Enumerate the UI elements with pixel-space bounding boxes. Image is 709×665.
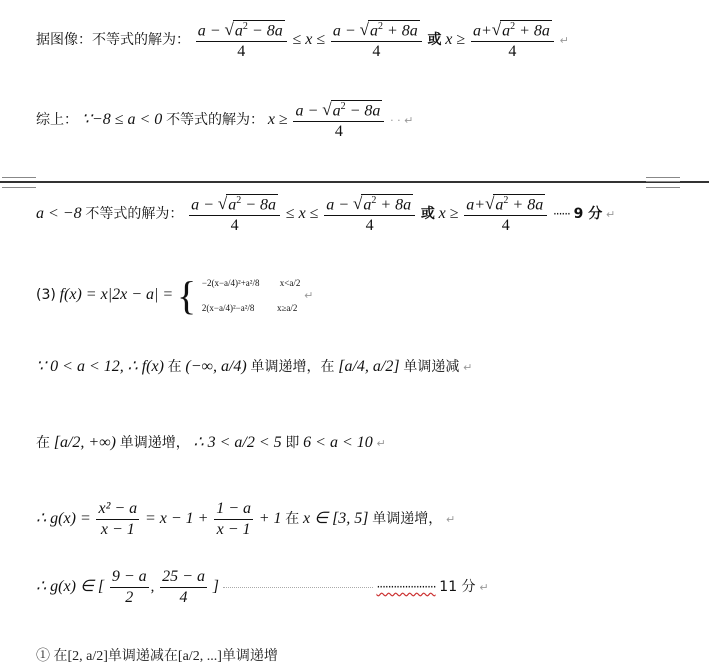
text-mono: 单调递增， bbox=[372, 510, 443, 527]
fraction-range-low bbox=[110, 568, 149, 607]
ineq-mid: ≤ x ≤ bbox=[285, 205, 319, 223]
range-high-num: 25 − a bbox=[160, 568, 207, 588]
fraction-upper: $\frac{a - √a^2 + 8a}{4}$ bbox=[331, 20, 422, 61]
line-g-range: ∴ g(x) ∈ [ $\frac{9 - a}{2}$ , $\frac{25 - a}{4}$ ] ····················· 11 分 ↵ bbox=[36, 568, 489, 606]
range-high-den: 4 bbox=[179, 589, 188, 606]
fraction-g1 bbox=[96, 500, 139, 539]
condition: ∵−8 ≤ a < 0 bbox=[81, 111, 163, 129]
line-a-less-than-minus-8 bbox=[36, 194, 615, 235]
fraction-g2 bbox=[214, 500, 253, 539]
leader-dots: ····················· bbox=[376, 579, 436, 594]
line-summary bbox=[36, 100, 413, 141]
case1-cond: x<a/2 bbox=[279, 277, 301, 288]
g-range-lhs: ∴ g(x) ∈ [ bbox=[36, 577, 105, 595]
therefore-clause: ∴ 3 < a/2 < 5 bbox=[193, 434, 282, 451]
fraction-right: $\frac{a+√a^2 + 8a}{4}$ bbox=[471, 20, 554, 61]
fraction-range-high bbox=[160, 568, 207, 607]
fraction-lower: $\frac{a - √a^2 - 8a}{4}$ bbox=[196, 20, 287, 61]
ineq-mid: ≤ x ≤ bbox=[292, 31, 326, 49]
paragraph-mark: ↵ bbox=[304, 288, 314, 302]
therefore-clause: ∴ f(x) bbox=[127, 358, 164, 375]
text-ji: 即 bbox=[285, 435, 300, 451]
line-monotonic-2 bbox=[36, 432, 386, 452]
fraction-right: $\frac{a+√a^2 + 8a}{4}$ bbox=[464, 194, 547, 235]
text-mid: 不等式的解为： bbox=[85, 206, 184, 223]
line-monotonic-1 bbox=[36, 356, 472, 376]
paragraph-mark: ↵ bbox=[559, 34, 569, 48]
page-break-marker-right bbox=[646, 177, 680, 188]
g-domain: x ∈ [3, 5] bbox=[303, 509, 369, 527]
g2-den: x − 1 bbox=[216, 521, 251, 538]
score: 11 分 bbox=[439, 578, 476, 595]
paragraph-mark: · · ↵ bbox=[390, 114, 414, 128]
line-cut-off bbox=[36, 645, 278, 665]
cut-off-text: ① 在[2, a/2]单调递减在[a/2, ...]单调递增 bbox=[36, 649, 278, 664]
g-tail: + 1 bbox=[258, 509, 282, 527]
text-summary-mid: 不等式的解为： bbox=[166, 112, 265, 129]
range-low-den: 2 bbox=[125, 589, 134, 606]
text-or: 或 bbox=[420, 206, 435, 223]
interval-1: (−∞, a/4) bbox=[185, 358, 247, 375]
brace: { bbox=[176, 273, 197, 318]
text-mono-2: 单调递减 bbox=[403, 359, 460, 375]
case2-expr: 2(x−a/4)²−a²/8 bbox=[201, 302, 255, 313]
text-or: 或 bbox=[427, 32, 442, 49]
case1-expr: −2(x−a/4)²+a²/8 bbox=[201, 277, 260, 288]
fraction-summary: $\frac{a - √a^2 - 8a}{4}$ bbox=[293, 100, 384, 141]
score: 9 分 bbox=[573, 206, 603, 223]
g-range-close: ] bbox=[212, 577, 219, 595]
text-mono: 单调递增， bbox=[119, 435, 190, 451]
paragraph-mark: ↵ bbox=[605, 208, 616, 222]
fraction-upper: $\frac{a - √a^2 + 8a}{4}$ bbox=[324, 194, 415, 235]
page-break-line bbox=[0, 181, 709, 183]
line-piecewise bbox=[36, 272, 313, 319]
paragraph-mark: ↵ bbox=[479, 580, 489, 594]
text-in: 在 bbox=[36, 435, 50, 451]
paragraph-mark: ↵ bbox=[446, 512, 456, 526]
piecewise-cases bbox=[202, 278, 300, 314]
fraction-lower: $\frac{a - √a^2 - 8a}{4}$ bbox=[189, 194, 280, 235]
case2-cond: x≥a/2 bbox=[276, 302, 298, 313]
range-low-num: 9 − a bbox=[110, 568, 149, 588]
text-prefix: 据图像：不等式的解为： bbox=[36, 32, 190, 49]
line-g-definition bbox=[36, 500, 455, 539]
part-label: (3) bbox=[36, 286, 56, 303]
g-lhs: ∴ g(x) = bbox=[36, 509, 91, 527]
g2-num: 1 − a bbox=[214, 500, 253, 520]
interval-2: [a/4, a/2] bbox=[338, 358, 400, 375]
result-range: 6 < a < 10 bbox=[303, 434, 373, 451]
paragraph-mark: ↵ bbox=[463, 361, 473, 374]
g1-den: x − 1 bbox=[100, 521, 135, 538]
text-mono-1: 单调递增，在 bbox=[250, 359, 335, 375]
dotted-leader bbox=[223, 587, 373, 588]
because-clause: ∵ 0 < a < 12, bbox=[36, 358, 124, 375]
interval-3: [a/2, +∞) bbox=[53, 434, 116, 451]
text-summary-prefix: 综上： bbox=[36, 112, 78, 129]
ineq-right: x ≥ bbox=[438, 205, 459, 223]
condition: a < −8 bbox=[36, 205, 82, 223]
g1-num: x² − a bbox=[96, 500, 139, 520]
line-solution-by-graph bbox=[36, 20, 569, 61]
function-lhs: f(x) = x|2x − a| = bbox=[59, 285, 174, 303]
text-in: 在 bbox=[167, 359, 182, 375]
ineq-right: x ≥ bbox=[445, 31, 466, 49]
ineq: x ≥ bbox=[267, 111, 288, 129]
leader-dots: ······ bbox=[552, 207, 570, 222]
g-eq: = x − 1 + bbox=[144, 509, 209, 527]
paragraph-mark: ↵ bbox=[376, 437, 386, 450]
text-in: 在 bbox=[285, 510, 300, 527]
